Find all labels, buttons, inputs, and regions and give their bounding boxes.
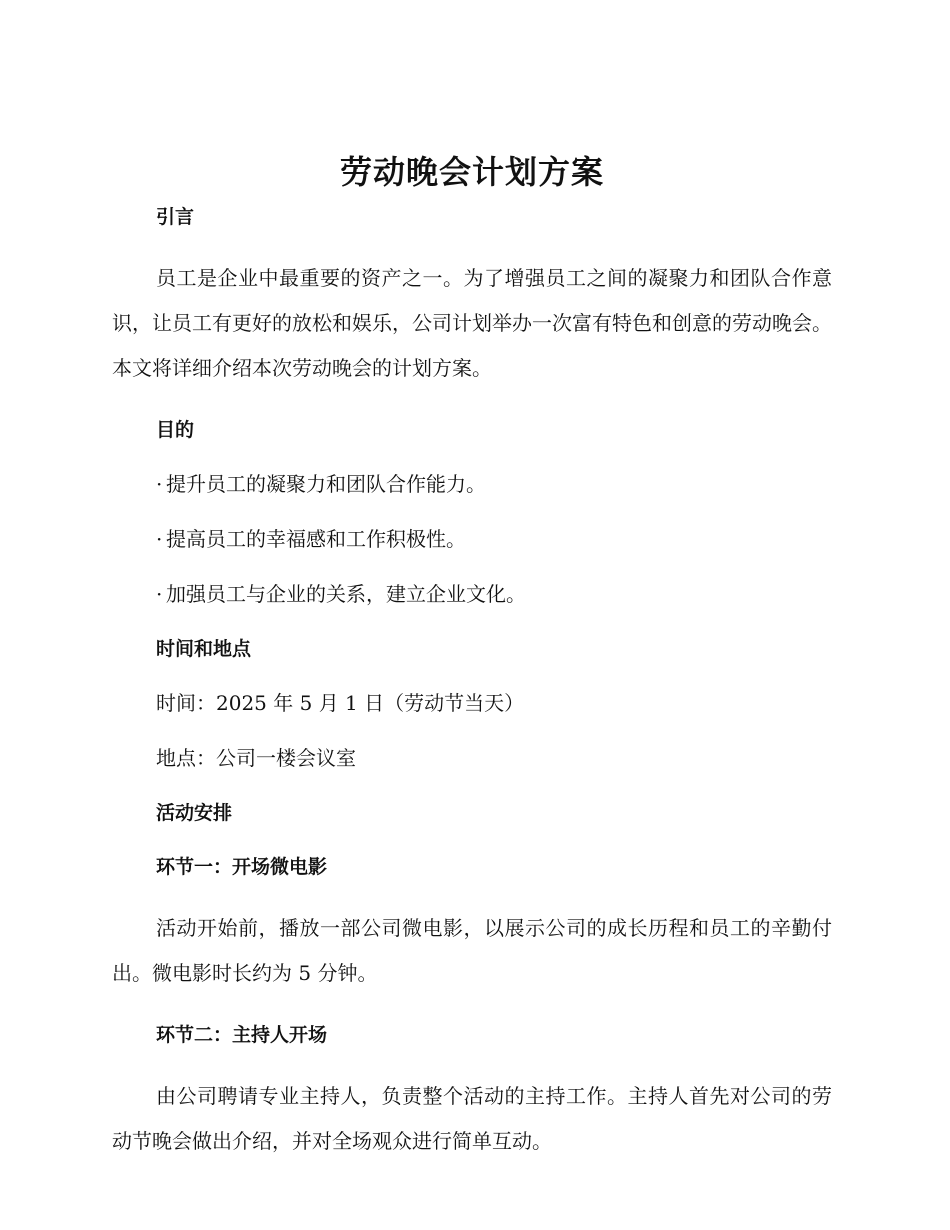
paragraph-intro: 员工是企业中最重要的资产之一。为了增强员工之间的凝聚力和团队合作意识，让员工有更好的放松和娱乐，公司计划举办一次富有特色和创意的劳动晚会。本文将详细介绍本次劳动晚会的计划方案。 <box>112 266 832 380</box>
list-item-text: 提升员工的凝聚力和团队合作能力。 <box>166 472 486 496</box>
list-item-text: 加强员工与企业的关系，建立企业文化。 <box>166 582 526 606</box>
subheading-part1: 环节一：开场微电影 <box>156 856 328 878</box>
section-heading-time-place: 时间和地点 <box>156 638 252 660</box>
bullet-icon: · <box>156 582 163 606</box>
place-line: 地点：公司一楼会议室 <box>156 746 356 770</box>
list-item <box>112 579 832 609</box>
bullet-icon: · <box>156 472 163 496</box>
list-item-text: 提高员工的幸福感和工作积极性。 <box>166 527 466 551</box>
section-heading-purpose: 目的 <box>156 419 195 441</box>
subheading-part2: 环节二：主持人开场 <box>156 1024 328 1046</box>
document-title: 劳动晚会计划方案 <box>339 153 604 191</box>
list-item <box>112 524 832 554</box>
section-heading-intro: 引言 <box>156 206 195 228</box>
time-line: 时间：2025 年 5 月 1 日（劳动节当天） <box>156 691 525 715</box>
list-item <box>112 469 832 499</box>
paragraph-part2: 由公司聘请专业主持人，负责整个活动的主持工作。主持人首先对公司的劳动节晚会做出介绍，并对全场观众进行简单互动。 <box>112 1084 832 1153</box>
bullet-icon: · <box>156 527 163 551</box>
section-heading-activities: 活动安排 <box>156 802 233 824</box>
paragraph-part1: 活动开始前，播放一部公司微电影，以展示公司的成长历程和员工的辛勤付出。微电影时长约为 5 分钟。 <box>112 916 832 985</box>
